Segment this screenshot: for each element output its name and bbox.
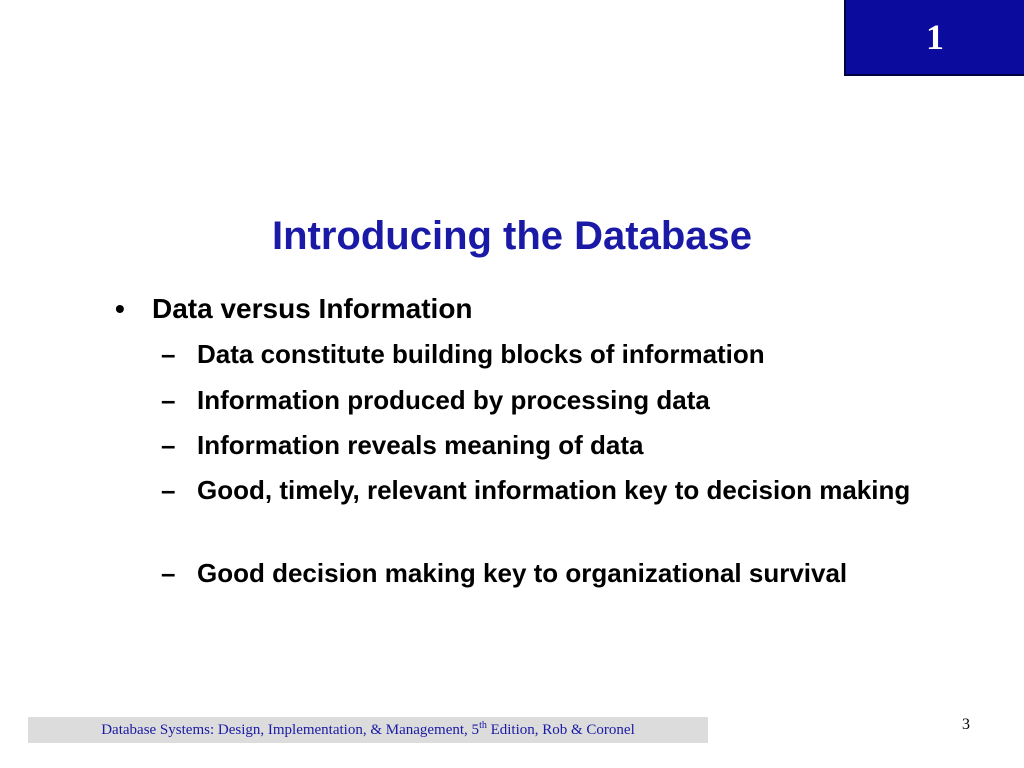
- chapter-badge: [844, 0, 1024, 76]
- bullet-text: Data versus Information: [152, 293, 473, 324]
- sub-point-text: Data constitute building blocks of information: [197, 339, 765, 369]
- bullet-marker: •: [115, 293, 125, 324]
- sub-point-text: Good decision making key to organizational survival: [197, 558, 848, 588]
- sub-point-text: Information reveals meaning of data: [197, 430, 644, 460]
- dash-marker: –: [161, 475, 176, 505]
- footer-bar: [28, 717, 708, 743]
- sub-point: [161, 472, 957, 508]
- sub-point: [161, 555, 957, 591]
- bullet-item: [115, 289, 473, 329]
- dash-marker: –: [161, 385, 176, 415]
- sub-point: [161, 336, 957, 372]
- chapter-number: 1: [926, 17, 944, 57]
- dash-marker: –: [161, 558, 176, 588]
- footer-citation-sup: th: [479, 719, 487, 731]
- dash-marker: –: [161, 339, 176, 369]
- sub-point: [161, 427, 957, 463]
- sub-point-text: Good, timely, relevant information key to decision making: [197, 475, 911, 505]
- sub-point-text: Information produced by processing data: [197, 385, 710, 415]
- footer-citation: [101, 719, 635, 739]
- sub-point: [161, 382, 957, 418]
- footer-citation-end: Edition, Rob & Coronel: [486, 721, 635, 738]
- page-number: 3: [962, 716, 970, 733]
- dash-marker: –: [161, 430, 176, 460]
- footer-citation-main: Database Systems: Design, Implementation, & Management, 5: [101, 721, 480, 738]
- slide-title: Introducing the Database: [271, 214, 753, 258]
